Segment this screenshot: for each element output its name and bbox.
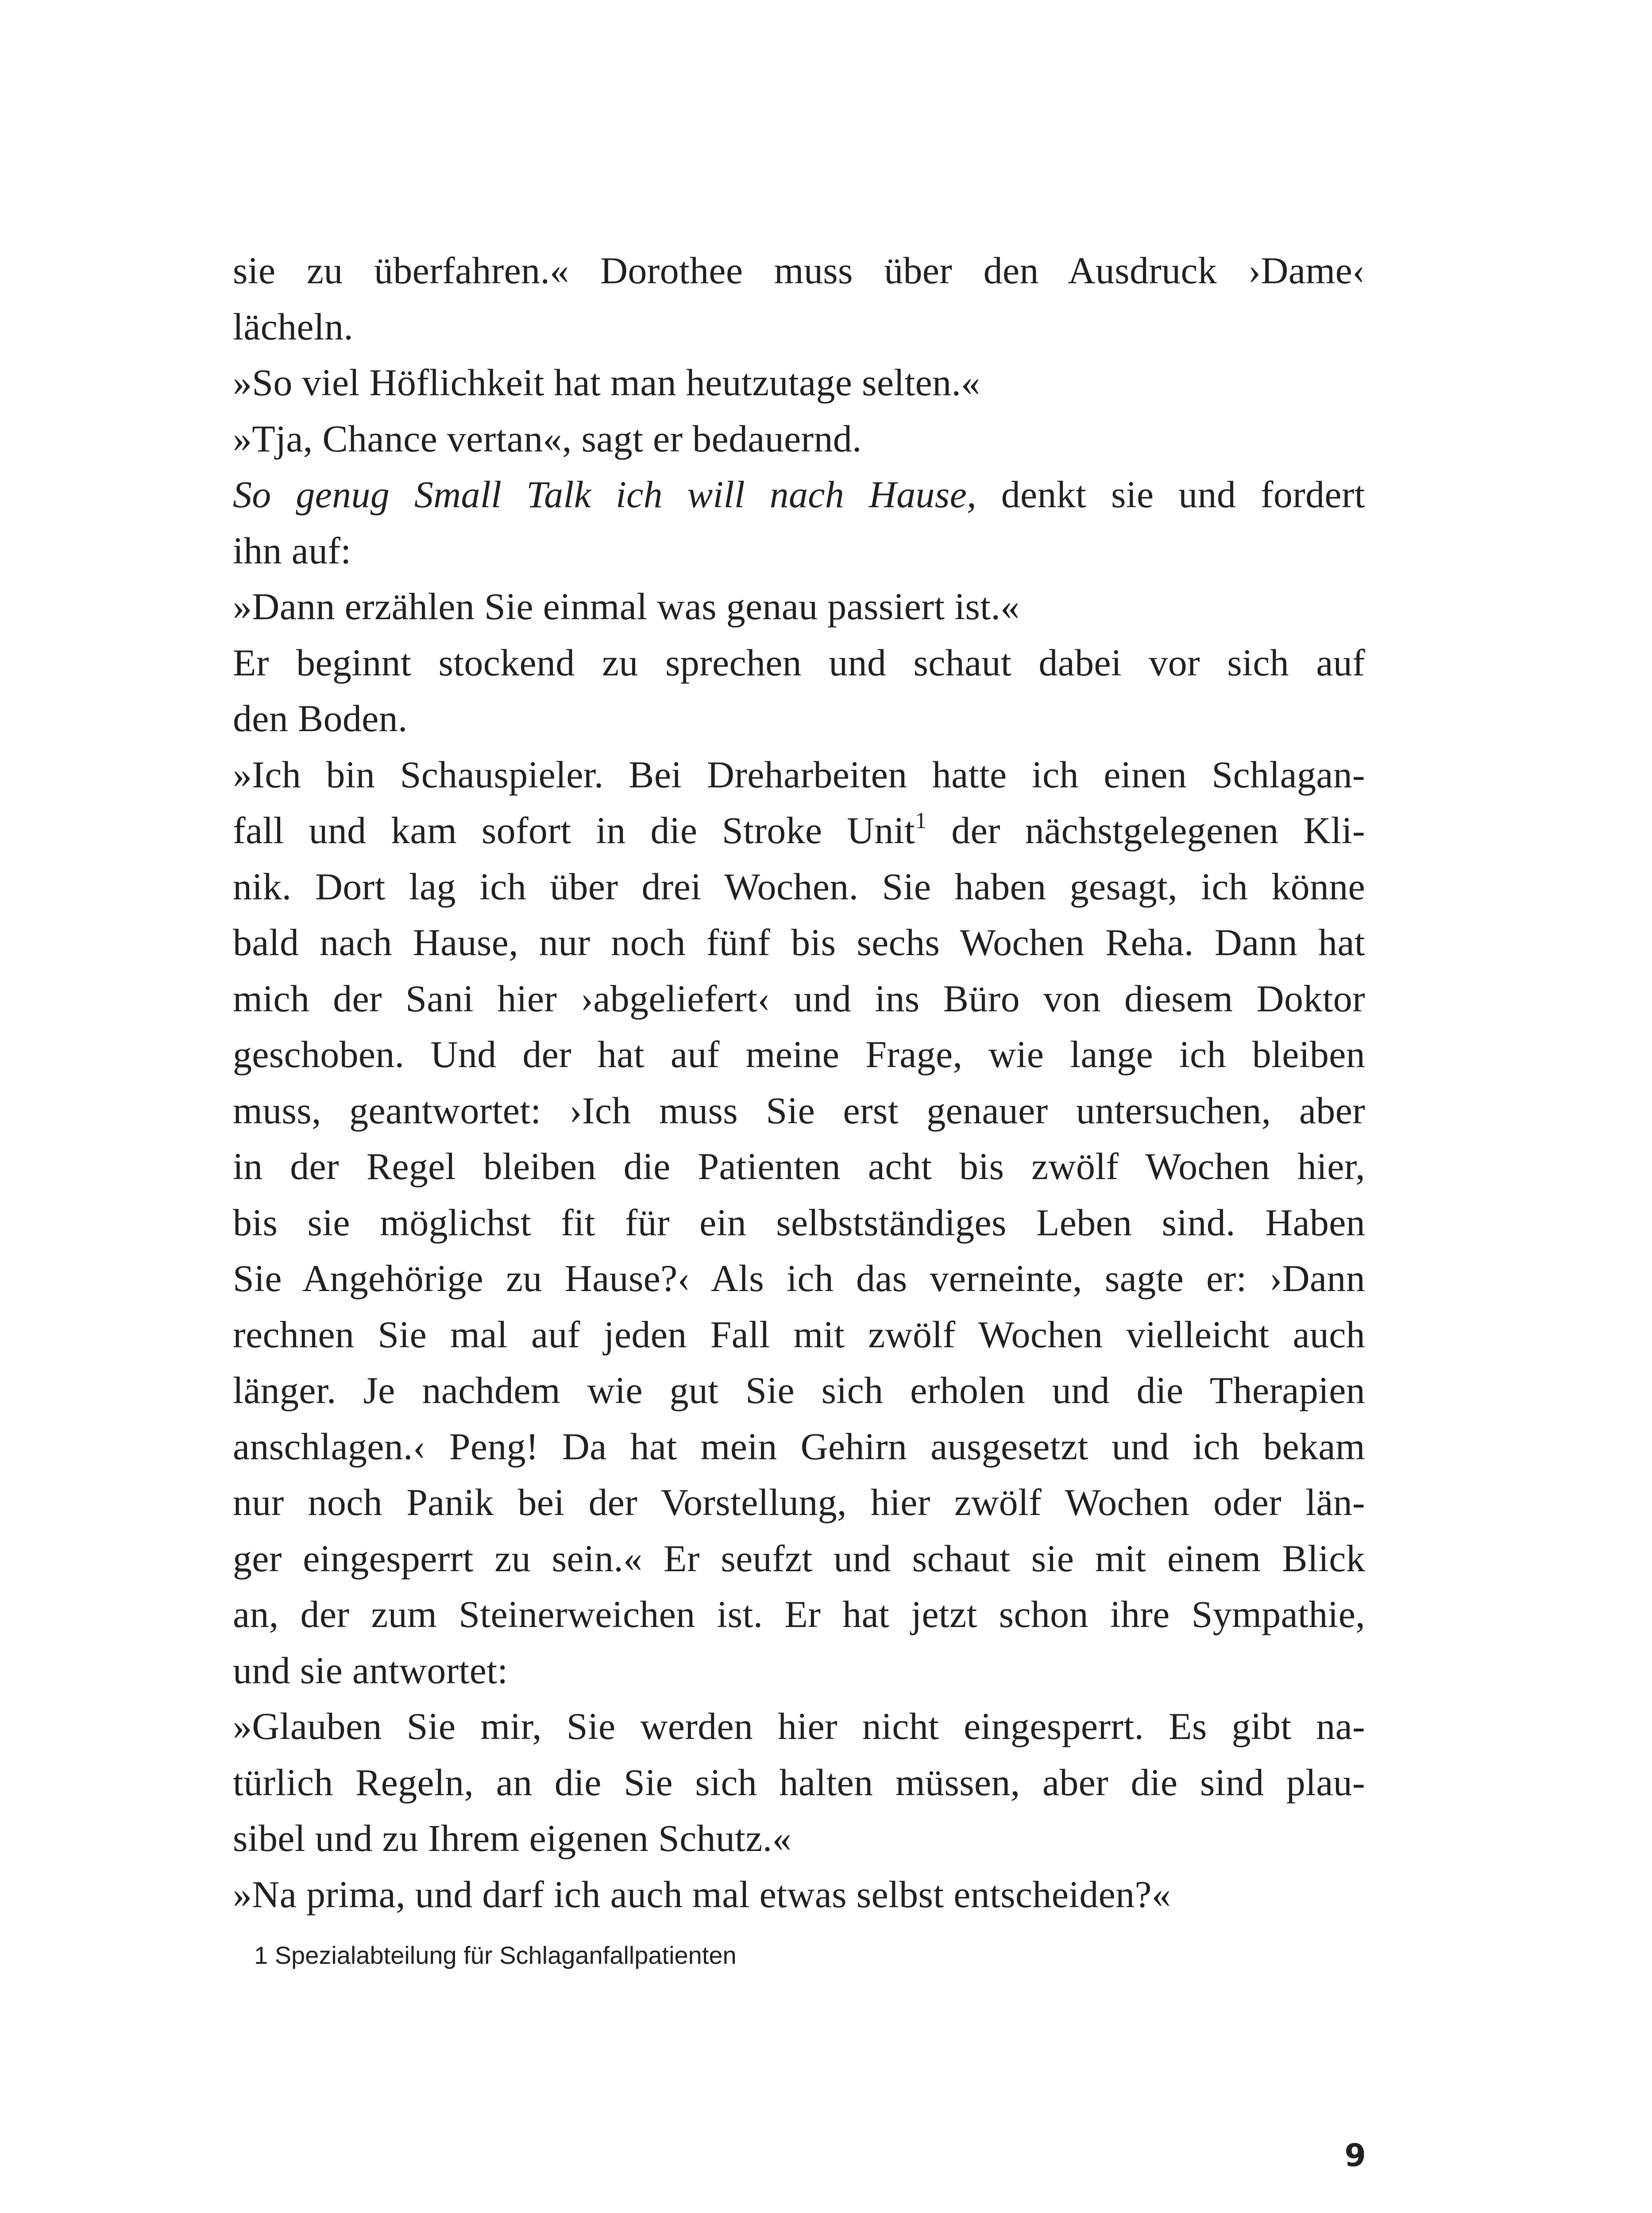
text-line: geschoben. Und der hat auf meine Frage, wie lange ich bleiben: [233, 1033, 1365, 1076]
text-line: länger. Je nachdem wie gut Sie sich erholen und die Therapien: [233, 1369, 1365, 1411]
text-line: nur noch Panik bei der Vorstellung, hier zwölf Wochen oder län-: [233, 1481, 1365, 1523]
text-fragment: fall und kam sofort in die Stroke Unit: [233, 809, 915, 852]
text-line: Sie Angehörige zu Hause?‹ Als ich das verneinte, sagte er: ›Dann: [233, 1257, 1365, 1299]
text-line: den Boden.: [233, 697, 408, 740]
text-line: mich der Sani hier ›abgeliefert‹ und ins Büro von diesem Doktor: [233, 977, 1365, 1020]
text-line: bald nach Hause, nur noch fünf bis sechs Wochen Reha. Dann hat: [233, 921, 1365, 964]
footnote: 1 Spezialabteilung für Schlaganfallpatienten: [254, 1941, 737, 1969]
text-line: bis sie möglichst fit für ein selbstständiges Leben sind. Haben: [233, 1201, 1365, 1244]
text-line: sie zu überfahren.« Dorothee muss über den Ausdruck ›Dame‹: [233, 249, 1365, 292]
text-line: [233, 467, 1365, 523]
text-line: ger eingesperrt zu sein.« Er seufzt und schaut sie mit einem Blick: [233, 1537, 1365, 1580]
text-line: »So viel Höflichkeit hat man heutzutage selten.«: [233, 361, 980, 404]
body-text: [233, 243, 1365, 1922]
text-line: und sie antwortet:: [233, 1649, 508, 1692]
text-line: in der Regel bleiben die Patienten acht bis zwölf Wochen hier,: [233, 1145, 1365, 1187]
text-line: »Na prima, und darf ich auch mal etwas selbst entscheiden?«: [233, 1873, 1171, 1916]
text-line: Er beginnt stockend zu sprechen und schaut dabei vor sich auf: [233, 641, 1365, 684]
text-line: »Glauben Sie mir, Sie werden hier nicht eingesperrt. Es gibt na-: [233, 1705, 1365, 1747]
text-line: ihn auf:: [233, 529, 351, 572]
page-number: 9: [1344, 2137, 1366, 2174]
text-line: »Ich bin Schauspieler. Bei Dreharbeiten hatte ich einen Schlagan-: [233, 753, 1365, 796]
text-fragment: denkt sie und fordert: [1001, 473, 1365, 516]
text-line: »Tja, Chance vertan«, sagt er bedauernd.: [233, 417, 862, 460]
italic-thought: So genug Small Talk ich will nach Hause,: [233, 473, 977, 516]
text-line: muss, geantwortet: ›Ich muss Sie erst genauer untersuchen, aber: [233, 1089, 1365, 1132]
text-fragment: der nächstgelegenen Kli-: [951, 809, 1365, 852]
text-line: an, der zum Steinerweichen ist. Er hat jetzt schon ihre Sympathie,: [233, 1593, 1365, 1635]
text-line: türlich Regeln, an die Sie sich halten müssen, aber die sind plau-: [233, 1761, 1365, 1804]
text-line: lächeln.: [233, 305, 354, 348]
text-line: sibel und zu Ihrem eigenen Schutz.«: [233, 1817, 791, 1859]
text-line: nik. Dort lag ich über drei Wochen. Sie haben gesagt, ich könne: [233, 865, 1365, 908]
footnote-marker: 1: [915, 808, 927, 833]
text-line: [233, 802, 1365, 859]
text-line: rechnen Sie mal auf jeden Fall mit zwölf Wochen vielleicht auch: [233, 1313, 1365, 1356]
text-line: anschlagen.‹ Peng! Da hat mein Gehirn ausgesetzt und ich bekam: [233, 1425, 1365, 1468]
text-line: »Dann erzählen Sie einmal was genau passiert ist.«: [233, 585, 1020, 628]
